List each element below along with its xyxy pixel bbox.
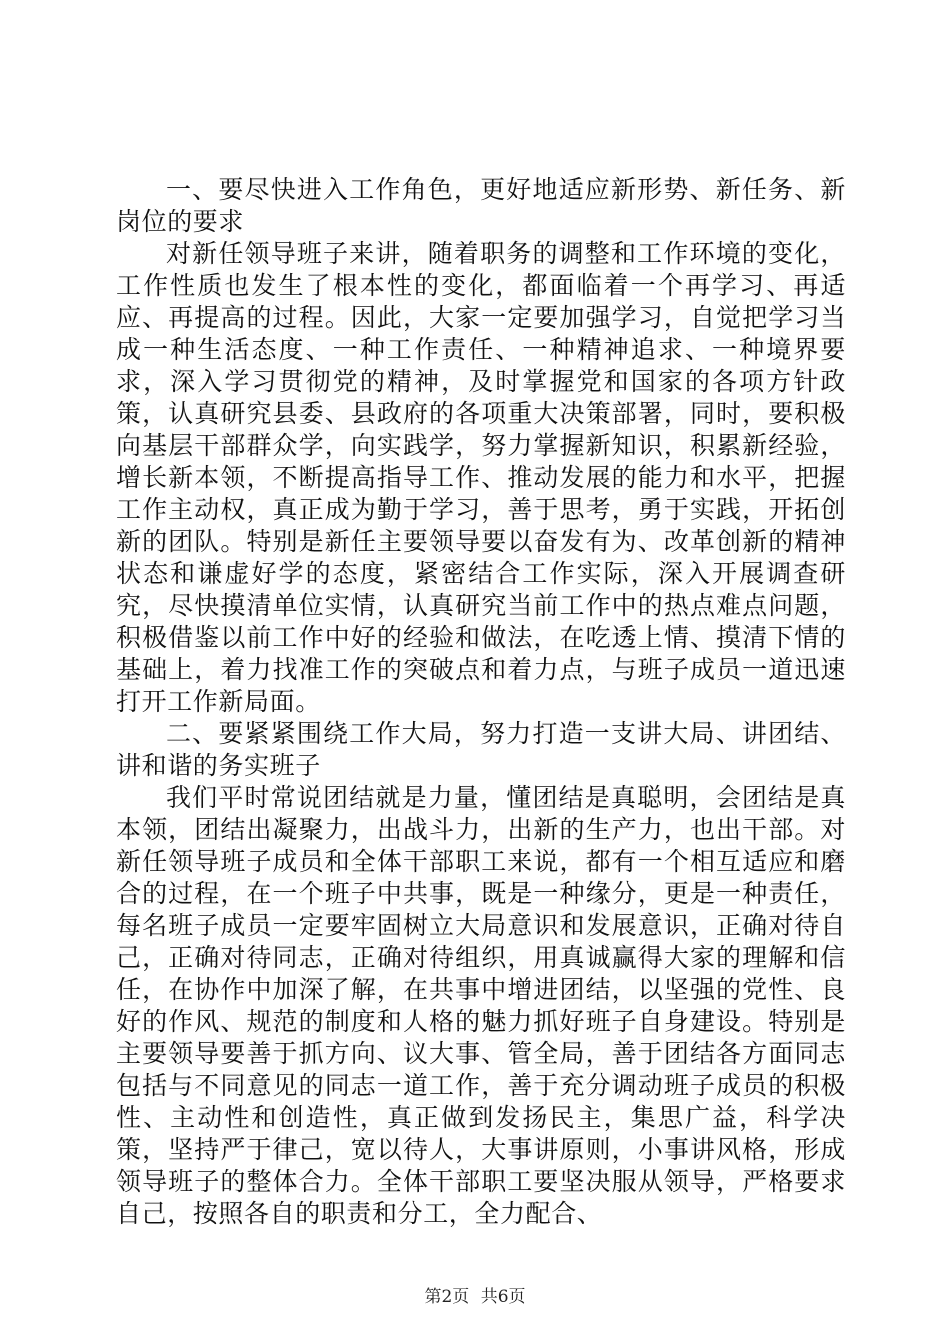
page-footer: [0, 1286, 950, 1308]
heading-section-1: 一、要尽快进入工作角色，更好地适应新形势、新任务、新岗位的要求: [116, 175, 846, 236]
document-body: [116, 174, 846, 1230]
page-total: 共6页: [480, 1287, 526, 1307]
paragraph-section-2: 我们平时常说团结就是力量，懂团结是真聪明，会团结是真本领，团结出凝聚力，出战斗力，出新的生产力，也出干部。对新任领导班子成员和全体干部职工来说，都有一个相互适应和磨合的过程，在一个班子中共事，既是一种缘分，更是一种责任，每名班子成员一定要牢固树立大局意识和发展意识，正确对待自己，正确对待同志，正确对待组织，用真诚赢得大家的理解和信任，在协作中加深了解，在共事中增进团结，以坚强的党性、良好的作风、规范的制度和人格的魅力抓好班子自身建设。特别是主要领导要善于抓方向、议大事、管全局，善于团结各方面同志包括与不同意见的同志一道工作，善于充分调动班子成员的积极性、主动性和创造性，真正做到发扬民主，集思广益，科学决策，坚持严于律己，宽以待人，大事讲原则，小事讲风格，形成领导班子的整体合力。全体干部职工要坚决服从领导，严格要求自己，按照各自的职责和分工，全力配合、: [116, 783, 846, 1228]
page-number: 第2页: [424, 1287, 470, 1307]
paragraph-section-1: 对新任领导班子来讲，随着职务的调整和工作环境的变化，工作性质也发生了根本性的变化，都面临着一个再学习、再适应、再提高的过程。因此，大家一定要加强学习，自觉把学习当成一种生活态度、一种工作责任、一种精神追求、一种境界要求，深入学习贯彻党的精神，及时掌握党和国家的各项方针政策，认真研究县委、县政府的各项重大决策部署，同时，要积极向基层干部群众学，向实践学，努力掌握新知识，积累新经验，增长新本领，不断提高指导工作、推动发展的能力和水平，把握工作主动权，真正成为勤于学习，善于思考，勇于实践，开拓创新的团队。特别是新任主要领导要以奋发有为、改革创新的精神状态和谦虚好学的态度，紧密结合工作实际，深入开展调查研究，尽快摸清单位实情，认真研究当前工作中的热点难点问题，积极借鉴以前工作中好的经验和做法，在吃透上情、摸清下情的基础上，着力找准工作的突破点和着力点，与班子成员一道迅速打开工作新局面。: [116, 239, 846, 716]
heading-section-2: 二、要紧紧围绕工作大局，努力打造一支讲大局、讲团结、讲和谐的务实班子: [116, 719, 846, 780]
